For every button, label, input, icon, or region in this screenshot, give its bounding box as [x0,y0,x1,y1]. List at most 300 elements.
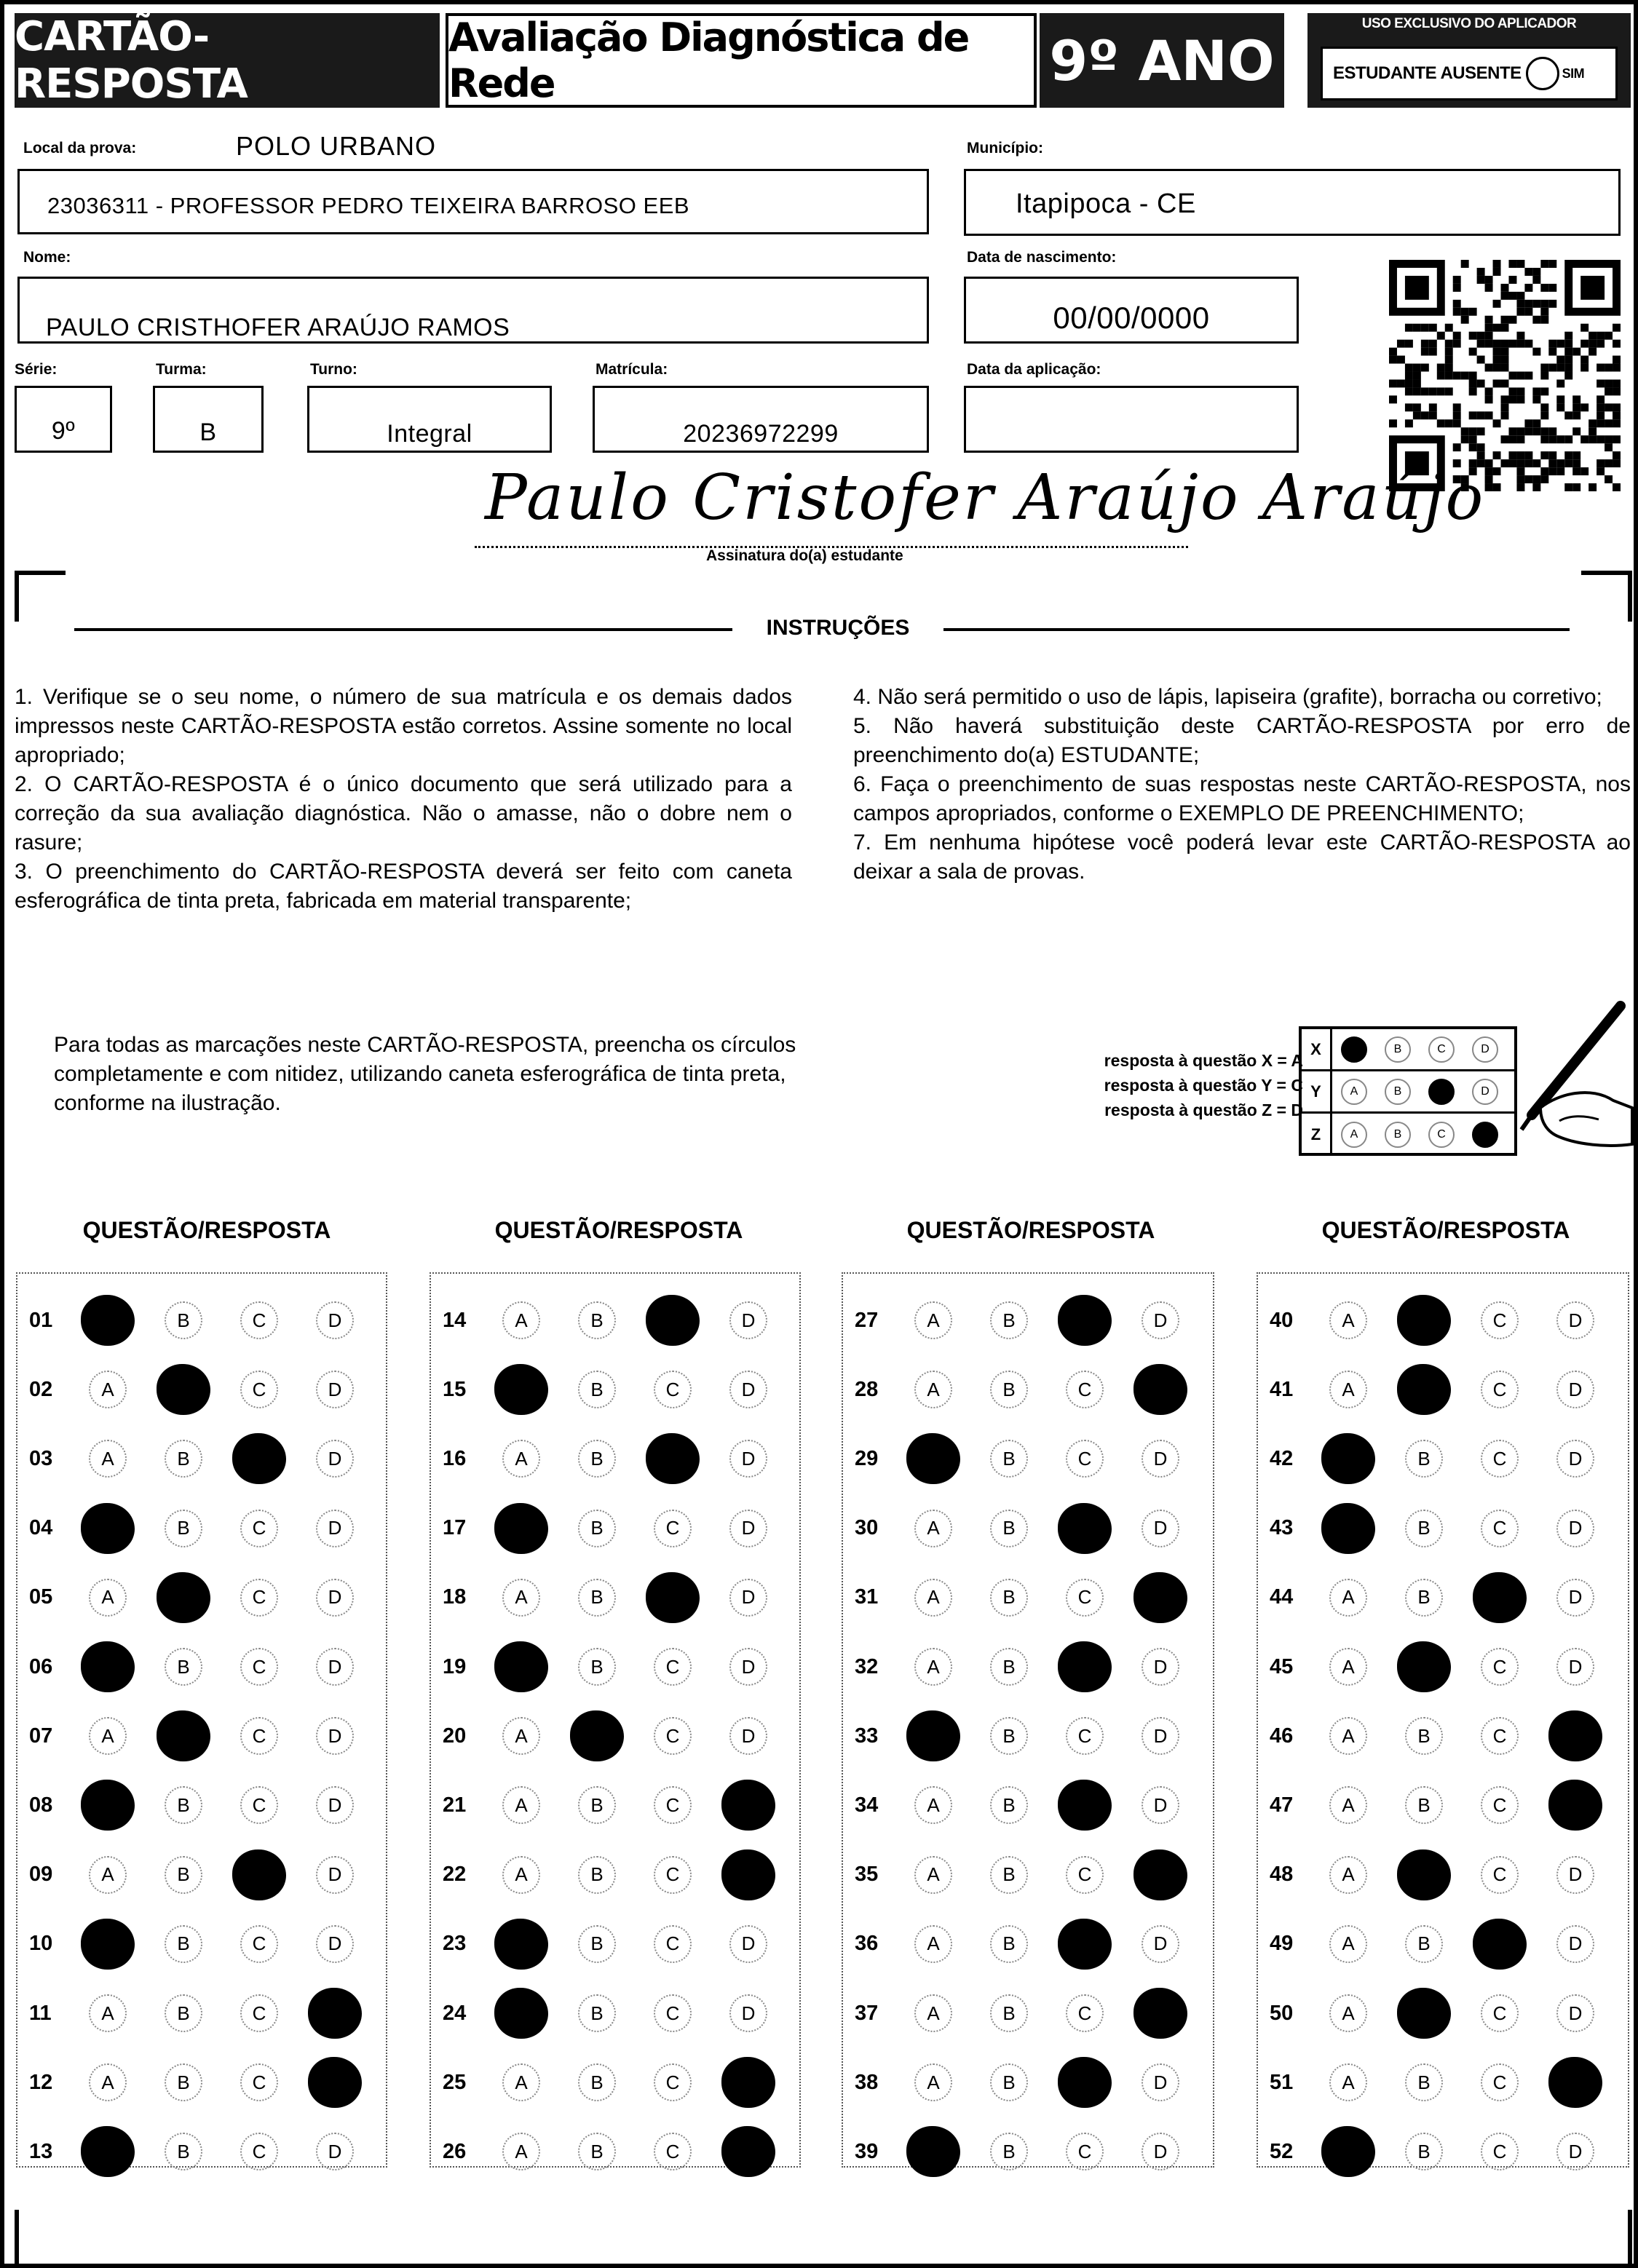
answer-bubble-a[interactable]: A [914,1994,952,2032]
answer-bubble-d[interactable] [1133,1364,1187,1415]
answer-bubble-a[interactable]: A [89,1717,127,1755]
answer-bubble-b[interactable] [157,1364,210,1415]
answer-bubble-b[interactable]: B [1405,2063,1443,2101]
answer-bubble-c[interactable] [1058,1919,1112,1970]
qr-module [1588,348,1597,356]
qr-module [1445,419,1453,427]
answer-bubble-c[interactable]: C [240,1510,278,1547]
answer-bubble-a[interactable] [906,2126,960,2177]
answer-bubble-d[interactable]: D [316,1301,354,1339]
answer-bubble-a[interactable]: A [1329,1994,1367,2032]
answer-bubble-b[interactable]: B [990,1994,1028,2032]
answer-bubble-d[interactable]: D [316,1925,354,1963]
answer-bubble-b[interactable]: B [1405,1717,1443,1755]
answer-bubble-a[interactable]: A [914,1786,952,1824]
answer-bubble-a[interactable]: A [1329,1786,1367,1824]
question-number: 32 [855,1654,879,1678]
question-row [430,1714,801,1758]
qr-module [1597,332,1605,340]
answer-bubble-d[interactable]: D [729,1648,767,1686]
answer-bubble-d[interactable]: D [1142,2133,1179,2170]
answer-bubble-d[interactable]: D [1556,1301,1594,1339]
answer-bubble-d[interactable]: D [1556,1440,1594,1478]
question-row [842,1991,1214,2035]
answer-bubble-d[interactable]: D [729,1994,767,2032]
question-row [16,1991,387,2035]
answer-bubble-c[interactable]: C [654,1371,692,1408]
answer-bubble-d[interactable] [721,2126,775,2177]
answer-bubble-a[interactable]: A [89,1371,127,1408]
answer-bubble-c[interactable]: C [1481,2133,1519,2170]
answer-bubble-c[interactable]: C [1481,2063,1519,2101]
answer-bubble-a[interactable] [494,1364,548,1415]
answer-bubble-b[interactable]: B [165,1786,202,1824]
answer-bubble-c[interactable] [1058,1295,1112,1346]
qr-module [1564,332,1572,340]
answer-bubble-b[interactable]: B [990,1856,1028,1894]
qr-module [1572,451,1580,459]
answer-bubble-c[interactable] [232,1849,286,1900]
qr-module [1597,467,1605,475]
answer-bubble-a[interactable]: A [914,1579,952,1617]
question-number: 24 [443,2001,467,2025]
answer-bubble-d[interactable]: D [316,2133,354,2170]
answer-bubble-b[interactable]: B [1405,2133,1443,2170]
answer-bubble-a[interactable]: A [502,1440,540,1478]
answer-bubble-a[interactable]: A [89,1994,127,2032]
qr-module [1493,356,1501,364]
answer-bubble-a[interactable]: A [502,1856,540,1894]
answer-bubble-c[interactable]: C [240,1301,278,1339]
qr-module [1548,284,1556,292]
answer-bubble-a[interactable]: A [502,2133,540,2170]
answer-bubble-b[interactable]: B [1405,1786,1443,1824]
answer-bubble-d[interactable]: D [316,1371,354,1408]
answer-bubble-b[interactable]: B [165,1925,202,1963]
answer-bubble-b[interactable] [157,1710,210,1761]
answer-bubble-c[interactable]: C [1481,1648,1519,1686]
answer-bubble-a[interactable]: A [89,2063,127,2101]
question-row [430,1298,801,1342]
local-value: POLO URBANO [236,131,437,161]
answer-bubble-c[interactable]: C [1066,1440,1104,1478]
qr-module [1508,427,1516,435]
answer-bubble-a[interactable]: A [89,1440,127,1478]
answer-bubble-d[interactable] [308,1988,362,2039]
question-number: 23 [443,1932,467,1956]
question-number: 01 [29,1308,53,1332]
answer-bubble-b[interactable]: B [990,1371,1028,1408]
answer-bubble-c[interactable]: C [1066,1371,1104,1408]
answer-bubble-d[interactable] [1548,1780,1602,1831]
answer-bubble-d[interactable]: D [1142,1648,1179,1686]
answer-bubble-d[interactable]: D [729,1925,767,1963]
answer-bubble-a[interactable]: A [1329,1579,1367,1617]
answer-bubble-b[interactable]: B [578,1510,616,1547]
answer-bubble-b[interactable]: B [165,1301,202,1339]
answer-bubble-a[interactable] [494,1503,548,1554]
corner-mark [15,571,66,622]
answer-bubble-b[interactable]: B [578,1925,616,1963]
answer-bubble-a[interactable] [1321,2126,1375,2177]
answer-bubble-c[interactable]: C [1481,1786,1519,1824]
qr-module [1540,475,1548,483]
answer-bubble-b[interactable]: B [578,1579,616,1617]
instructions-right [853,683,1631,887]
answer-bubble-a[interactable]: A [502,1717,540,1755]
answer-bubble-d[interactable] [721,1849,775,1900]
qr-module [1540,387,1548,395]
question-row [842,1507,1214,1550]
qr-module [1493,324,1501,332]
answer-bubble-a[interactable] [81,1503,135,1554]
qr-module [1613,364,1621,372]
answer-bubble-d[interactable] [1548,1710,1602,1761]
answer-bubble-c[interactable]: C [1066,1994,1104,2032]
answer-bubble-c[interactable]: C [1066,1717,1104,1755]
answer-bubble-c[interactable] [1058,2057,1112,2108]
question-row [430,2130,801,2173]
question-number: 04 [29,1516,53,1540]
serie-value: 9º [51,417,76,445]
instruction-item: 2. O CARTÃO-RESPOSTA é o único documento que será utilizado para a correção da sua avaliação diagnóstica. Não o amasse, não o dobre nem o rasure; [15,772,792,855]
answer-bubble-a[interactable] [906,1433,960,1484]
answer-bubble-c[interactable] [1058,1641,1112,1692]
answer-bubble-b[interactable]: B [1405,1510,1443,1547]
instruction-item: 5. Não haverá substituição deste CARTÃO-RESPOSTA por erro de preenchimento do(a) ESTUDANTE; [853,714,1631,767]
question-number: 07 [29,1724,53,1748]
answer-bubble-c[interactable]: C [240,1925,278,1963]
answer-bubble-d[interactable]: D [1142,1301,1179,1339]
qr-module [1613,387,1621,395]
answer-bubble-a[interactable] [81,1780,135,1831]
answer-bubble-d[interactable]: D [316,1510,354,1547]
answer-bubble-c[interactable] [1058,1780,1112,1831]
answer-bubble-b[interactable]: B [578,1440,616,1478]
qr-module [1469,387,1477,395]
answer-bubble-a[interactable] [494,1988,548,2039]
answer-bubble-d[interactable]: D [729,1440,767,1478]
answer-bubble-b[interactable]: B [1405,1925,1443,1963]
qr-module [1485,364,1493,372]
answer-bubble-a[interactable]: A [1329,1371,1367,1408]
answer-bubble-c[interactable]: C [240,2133,278,2170]
qr-module [1485,475,1493,483]
qr-module [1421,324,1429,332]
answer-bubble-b[interactable]: B [1405,1579,1443,1617]
qr-module [1405,372,1413,380]
answer-bubble-d[interactable]: D [1142,1510,1179,1547]
answer-bubble-d[interactable]: D [316,1717,354,1755]
answer-bubble-b[interactable]: B [165,2063,202,2101]
answer-bubble-c[interactable]: C [240,1786,278,1824]
answer-bubble-d[interactable] [1133,1849,1187,1900]
question-row [430,1576,801,1619]
answer-bubble-a[interactable] [494,1919,548,1970]
answer-bubble-a[interactable]: A [914,1648,952,1686]
answer-bubble-d[interactable]: D [729,1579,767,1617]
answer-bubble-c[interactable]: C [1481,1440,1519,1478]
answer-bubble-b[interactable] [1397,1295,1451,1346]
question-number: 35 [855,1863,879,1887]
question-number: 15 [443,1377,467,1401]
answer-bubble-a[interactable]: A [89,1579,127,1617]
qr-module [1540,300,1548,308]
answer-bubble-a[interactable]: A [914,1371,952,1408]
answer-bubble-b[interactable]: B [165,1856,202,1894]
qr-module [1469,372,1477,380]
qr-module [1564,451,1572,459]
qr-module [1501,403,1509,411]
answer-bubble-b[interactable]: B [990,2063,1028,2101]
answer-bubble-c[interactable] [646,1433,700,1484]
answer-bubble-c[interactable]: C [240,1579,278,1617]
qr-module [1469,332,1477,340]
answer-bubble-d[interactable]: D [1142,1925,1179,1963]
answer-bubble-a[interactable] [81,1919,135,1970]
qr-module [1597,364,1605,372]
question-number: 28 [855,1377,879,1401]
answer-bubble-c[interactable]: C [1481,1994,1519,2032]
answer-bubble-d[interactable]: D [316,1648,354,1686]
answer-bubble-a[interactable]: A [914,1510,952,1547]
question-number: 19 [443,1654,467,1678]
answer-bubble-b[interactable]: B [990,1925,1028,1963]
answer-bubble-a[interactable]: A [1329,1648,1367,1686]
question-row [842,1922,1214,1966]
question-row [16,1368,387,1411]
answer-bubble-c[interactable]: C [1481,1717,1519,1755]
answer-bubble-d[interactable]: D [1556,1371,1594,1408]
answer-bubble-a[interactable]: A [1329,2063,1367,2101]
answer-bubble-b[interactable]: B [165,2133,202,2170]
answer-bubble-b[interactable]: B [578,1301,616,1339]
answer-bubble-a[interactable]: A [1329,1717,1367,1755]
answer-bubble-a[interactable] [494,1641,548,1692]
answer-bubble-d[interactable]: D [316,1579,354,1617]
question-row [842,2061,1214,2104]
answer-bubble-d[interactable]: D [1556,1856,1594,1894]
qr-module [1421,411,1429,419]
qr-module [1532,300,1540,308]
answer-bubble-d[interactable]: D [729,1371,767,1408]
answer-bubble-b[interactable] [157,1572,210,1623]
answer-bubble-b[interactable]: B [578,1371,616,1408]
answer-bubble-c[interactable]: C [654,1717,692,1755]
answer-bubble-a[interactable]: A [502,1786,540,1824]
answer-bubble-c[interactable]: C [240,1717,278,1755]
question-row [430,1368,801,1411]
answer-bubble-c[interactable] [1473,1919,1527,1970]
answer-bubble-c[interactable]: C [654,1856,692,1894]
answer-bubble-d[interactable] [308,2057,362,2108]
answer-bubble-a[interactable] [906,1710,960,1761]
qr-module [1429,411,1437,419]
example-cell [1332,1079,1376,1105]
answer-bubble-b[interactable]: B [990,1648,1028,1686]
serie-box [15,386,112,453]
qr-module [1501,316,1509,324]
answer-bubble-a[interactable] [1321,1503,1375,1554]
answer-bubble-d[interactable] [1133,1572,1187,1623]
answer-bubble-a[interactable]: A [502,2063,540,2101]
answer-bubble-c[interactable]: C [1066,2133,1104,2170]
student-signature: Paulo Cristofer Araújo Araújo [485,461,1486,534]
answer-bubble-c[interactable]: C [1481,1301,1519,1339]
answer-bubble-b[interactable]: B [578,1994,616,2032]
answer-bubble-a[interactable]: A [1329,1925,1367,1963]
answer-bubble-d[interactable]: D [1556,1994,1594,2032]
answer-bubble-c[interactable]: C [240,1371,278,1408]
answer-bubble-b[interactable]: B [578,1786,616,1824]
qr-module [1429,403,1437,411]
answer-bubble-b[interactable]: B [578,1648,616,1686]
answer-bubble-c[interactable]: C [654,1648,692,1686]
answer-bubble-b[interactable] [1397,1988,1451,2039]
answer-bubble-c[interactable]: C [240,2063,278,2101]
answer-bubble-c[interactable]: C [1066,1856,1104,1894]
answer-bubble-c[interactable] [1058,1503,1112,1554]
answer-bubble-d[interactable]: D [1142,1786,1179,1824]
qr-module [1493,364,1501,372]
answer-bubble-c[interactable]: C [654,1786,692,1824]
answer-bubble-b[interactable]: B [990,1301,1028,1339]
answer-bubble-d[interactable]: D [729,1301,767,1339]
answer-bubble-c[interactable]: C [1481,1510,1519,1547]
answer-bubble-c[interactable] [646,1295,700,1346]
answer-bubble-d[interactable] [1133,1988,1187,2039]
answer-bubble-d[interactable]: D [1556,1579,1594,1617]
answer-bubble-b[interactable]: B [990,1786,1028,1824]
qr-module [1564,483,1572,491]
answer-bubble-c[interactable] [646,1572,700,1623]
answer-bubble-d[interactable]: D [729,1717,767,1755]
question-number: 13 [29,2139,53,2163]
answer-bubble-b[interactable]: B [578,2063,616,2101]
answer-bubble-c[interactable]: C [1481,1371,1519,1408]
answer-bubble-d[interactable] [721,1780,775,1831]
answer-bubble-a[interactable]: A [914,2063,952,2101]
answer-bubble-b[interactable]: B [165,1648,202,1686]
answer-bubble-d[interactable]: D [729,1510,767,1547]
answer-bubble-d[interactable] [1548,2057,1602,2108]
answer-bubble-c[interactable] [232,1433,286,1484]
qr-module [1548,435,1556,443]
question-row [430,1645,801,1689]
answer-bubble-a[interactable]: A [914,1856,952,1894]
qr-module [1397,379,1405,387]
answer-bubble-d[interactable]: D [1556,2133,1594,2170]
qr-module [1564,348,1572,356]
answer-bubble-d[interactable]: D [1142,1717,1179,1755]
answer-bubble-d[interactable]: D [1142,1440,1179,1478]
qr-module [1524,268,1532,276]
answer-bubble-b[interactable]: B [165,1510,202,1547]
answer-bubble-c[interactable]: C [240,1994,278,2032]
nome-label: Nome: [23,249,71,266]
answer-bubble-c[interactable]: C [654,2133,692,2170]
answer-bubble-b[interactable]: B [578,2133,616,2170]
answer-bubble-c[interactable]: C [654,1510,692,1547]
answer-bubble-b[interactable] [1397,1364,1451,1415]
answer-bubble-b[interactable]: B [990,1510,1028,1547]
answer-bubble-d[interactable]: D [1556,1510,1594,1547]
answer-bubble-c[interactable]: C [1066,1579,1104,1617]
answer-bubble-b[interactable]: B [165,1440,202,1478]
answer-bubble-b[interactable]: B [1405,1440,1443,1478]
estudante-ausente-bubble[interactable] [1526,57,1559,90]
answer-bubble-b[interactable]: B [990,2133,1028,2170]
answer-bubble-c[interactable]: C [1481,1856,1519,1894]
answer-bubble-b[interactable] [1397,1641,1451,1692]
qr-module [1516,372,1524,380]
qr-module [1516,332,1524,340]
answer-bubble-a[interactable] [81,2126,135,2177]
answer-bubble-b[interactable]: B [990,1579,1028,1617]
answer-bubble-a[interactable]: A [89,1856,127,1894]
answer-bubble-c[interactable]: C [654,1925,692,1963]
answer-bubble-c[interactable]: C [654,2063,692,2101]
answer-bubble-a[interactable]: A [914,1925,952,1963]
answer-bubble-d[interactable] [721,2057,775,2108]
answer-bubble-c[interactable]: C [240,1648,278,1686]
qr-module [1485,467,1493,475]
answer-bubble-b[interactable]: B [990,1440,1028,1478]
qr-module [1516,451,1524,459]
question-number: 25 [443,2070,467,2094]
qr-module [1437,372,1445,380]
question-row [430,1991,801,2035]
answer-bubble-d[interactable]: D [316,1856,354,1894]
answer-bubble-a[interactable] [81,1295,135,1346]
answer-bubble-b[interactable] [1397,1849,1451,1900]
example-grid [1299,1026,1517,1156]
question-row [16,1853,387,1897]
answer-bubble-b[interactable] [570,1710,624,1761]
question-number: 29 [855,1446,879,1470]
escola-box [17,169,929,234]
answer-bubble-b[interactable]: B [165,1994,202,2032]
qr-module [1564,356,1572,364]
answer-bubble-d[interactable]: D [1556,1648,1594,1686]
question-row [1257,1507,1629,1550]
answer-bubble-d[interactable]: D [1142,2063,1179,2101]
answer-bubble-a[interactable]: A [1329,1856,1367,1894]
answer-bubble-a[interactable]: A [1329,1301,1367,1339]
answer-bubble-a[interactable]: A [502,1301,540,1339]
answer-bubble-a[interactable] [81,1641,135,1692]
answer-bubble-a[interactable]: A [502,1579,540,1617]
qr-module [1613,324,1621,332]
question-number: 37 [855,2001,879,2025]
qr-module [1516,435,1524,443]
example-cell [1376,1079,1420,1105]
answer-bubble-d[interactable]: D [316,1786,354,1824]
answer-bubble-a[interactable]: A [914,1301,952,1339]
answer-bubble-a[interactable] [1321,1433,1375,1484]
question-row [842,1576,1214,1619]
answer-bubble-d[interactable]: D [1556,1925,1594,1963]
qr-module [1564,364,1572,372]
answer-bubble-d[interactable]: D [316,1440,354,1478]
instruction-item: 6. Faça o preenchimento de suas respostas neste CARTÃO-RESPOSTA, nos campos apropriados, conforme o EXEMPLO DE PREENCHIMENTO; [853,772,1631,825]
answer-bubble-b[interactable]: B [990,1717,1028,1755]
answer-bubble-b[interactable]: B [578,1856,616,1894]
answer-bubble-c[interactable] [1473,1572,1527,1623]
example-cell [1376,1122,1420,1148]
answer-bubble-c[interactable]: C [654,1994,692,2032]
instructions-title: INSTRUÇÕES [766,616,910,640]
